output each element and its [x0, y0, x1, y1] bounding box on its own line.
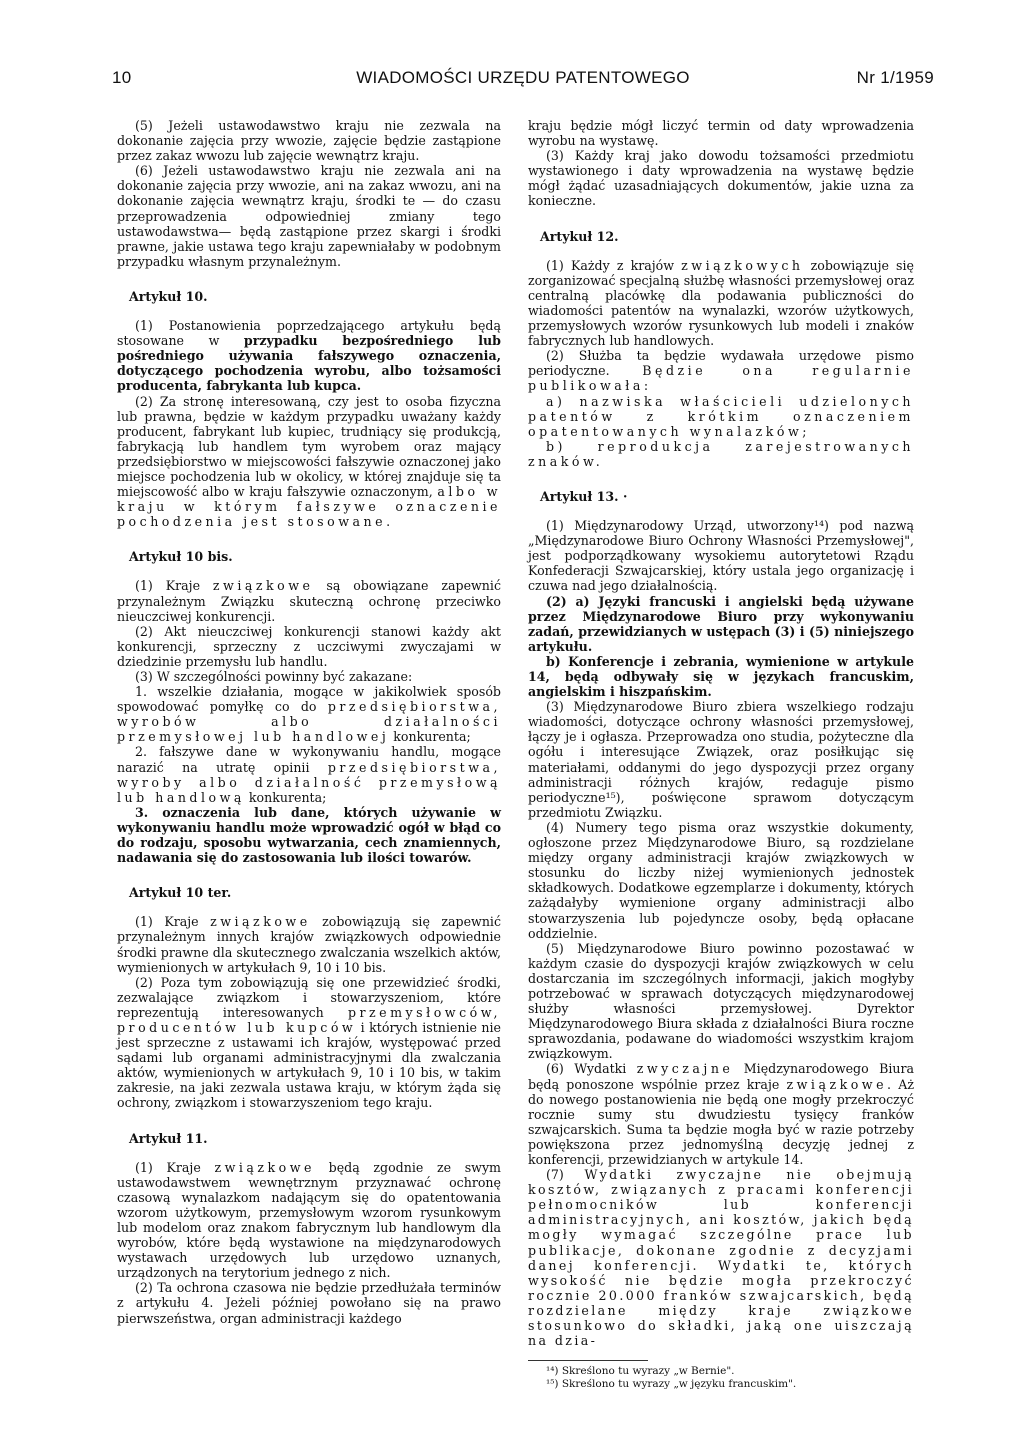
text: Międzynarodowego Biura będą ponoszone wspólnie przez kraje [528, 1061, 915, 1092]
paragraph: (5) Jeżeli ustawodawstwo kraju nie zezwala na dokonanie zajęcia przy wwozie, zajęcie będzie zastąpione przez zakaz wwozu lub zajęcie wewnątrz kraju. [117, 118, 501, 164]
text: (6) Wydatki [546, 1061, 637, 1077]
text: zobowiązuje się zorganizować specjalną służbę własności przemysłowej oraz centralną placówkę dla podawania publiczności do wiadomości patentów na wynalazki, wzorów użytkowych, przemysłowych wzorów rysunkowych lub modeli i znaków fabrycznych lub handlowych. [528, 257, 914, 349]
text: i których istnienie nie jest sprzeczne z ustawami ich krajów, występować przed sądami lub organami administracyjnymi dla zwalczania aktów, wymienionych w artykułach 9, 10 i 10 bis, w takim zakresie, na jaki zezwala ustawa kraju, w którym żąda się ochrony, związkom i stowarzyszeniom tego kraju. [117, 1019, 501, 1111]
spaced-text: związkowe [210, 914, 311, 930]
article-heading: Artykuł 11. [129, 1130, 208, 1146]
paragraph [117, 578, 501, 623]
paragraph [117, 394, 501, 530]
spaced-text: Wydatki zwyczajne nie obejmują kosztów, związanych z pracami konferencji pełnomocników lub konferencji administracyjnych, ani kosztów, jakich będą mogły wymagać szczególne prace lub publikacje, dokonane zgodnie z decyzjami danej konferencji. Wydatki te, których wysokość nie będzie mogła przekroczyć rocznie 20.000 franków szwajcarskich, będą rozdzielane między kraje związkowe stosunkowo do składki, jaką one uiszczają na dzia- [528, 1167, 914, 1349]
text: (7) [546, 1167, 585, 1183]
spaced-text: związkowych [681, 257, 804, 273]
paragraph: b) Konferencje i zebrania, wymienione w artykule 14, będą odbywały się w językach francuskim, angielskim i hiszpańskim. [528, 653, 914, 700]
journal-title: WIADOMOŚCI URZĘDU PATENTOWEGO [356, 68, 690, 87]
paragraph: a) nazwiska właścicieli udzielonych patentów z krótkim oznaczeniem opatentowanych wynalazków; [528, 393, 914, 439]
article-heading: Artykuł 10. [129, 288, 208, 304]
text: 1. wszelkie działania, mogące w jakikolwiek sposób spowodować pomyłkę co do [117, 684, 501, 715]
text: będą zgodnie ze swym ustawodawstwem wewnętrznym przyznawać ochronę czasową wynalazkom nadającym się do opatentowania wzorom użytkowym, przemysłowym wzorom rysunkowym lub modelom oraz znakom fabrycznym lub handlowym dla wyrobów, które będą wystawione na międzynarodowych wystawach urzędowych lub urzędowo uznanych, urządzonych na terytorium jednego z nich. [117, 1159, 501, 1281]
text: (1) Kraje [135, 1159, 215, 1175]
page-number: 10 [112, 68, 132, 87]
article-heading: Artykuł 10 ter. [129, 885, 232, 901]
text: konkurenta; [389, 729, 471, 745]
article-heading: Artykuł 10 bis. [129, 549, 233, 565]
footnote: ¹⁴) Skreślono tu wyrazy „w Bernie". [546, 1365, 735, 1378]
spaced-text: Będzie ona regularnie publikowała: [528, 363, 914, 394]
spaced-text: albo w kraju w którym fałszywe oznaczenie pochodzenia jest stosowane. [117, 484, 501, 530]
text: (2) Służba ta będzie wydawała urzędowe pismo periodyczne. [528, 348, 914, 379]
text: (1) Kraje [135, 914, 211, 930]
spaced-text: związkowe [786, 1076, 888, 1092]
paragraph [117, 318, 501, 393]
article-heading: Artykuł 12. [540, 228, 619, 244]
paragraph: (1) Międzynarodowy Urząd, utworzony¹⁴) pod nazwą „Międzynarodowe Biuro Ochrony Własności Przemysłowej", jest podporządkowany wysokiemu autorytetowi Rządu Konfederacji Szwajcarskiej, który ustala jego organizację i czuwa nad jego działalnością. [528, 518, 914, 594]
text: (2) Za stronę interesowaną, czy jest to osoba fizyczna lub prawna, będzie w każdym przypadku uważany każdy producent, fabrykant lub kupiec, trudniący się produkcją, fabrykacją lub handlem tym wyrobem oraz mający przedsiębiorstwo w miejscowości fałszywie oznaczonej jako miejsce pochodzenia lub w okolicy, w której znajduje się ta miejscowość albo w kraju fałszywie oznaczonym, [117, 393, 501, 500]
spaced-text: przedsiębiorstwa, wyrobów albo działalności przemysłowej lub handlowej [117, 699, 501, 745]
spaced-text: związkowe [212, 578, 314, 594]
paragraph [528, 1167, 914, 1348]
paragraph: (6) Jeżeli ustawodawstwo kraju nie zezwala ani na dokonanie zajęcia przy wwozie, ani na zakaz wwozu, ani na dokonanie zajęcia wewnątrz kraju, środki te — do czasu przeprowadzenia odpowiedniej zmiany tego ustawodawstwa— będą zastąpione przez skargi i środki prawne, jakie ustawa tego kraju zapewniałaby w podobnym przypadku własnym przynależnym. [117, 163, 501, 269]
text: (2) Poza tym zobowiązują się one przewidzieć środki, zezwalające związkom i stowarzyszeniom, które reprezentują interesowanych [117, 974, 501, 1020]
paragraph: (3) W szczególności powinny być zakazane: [135, 669, 413, 684]
issue-number: Nr 1/1959 [856, 68, 934, 87]
paragraph: 3. oznaczenia lub dane, których używanie w wykonywaniu handlu może wprowadzić ogół w błąd co do rodzaju, sposobu wytwarzania, cech znamiennych, nadawania się do zastosowania lub ilości towarów. [117, 804, 501, 866]
paragraph [117, 914, 501, 974]
text: (1) Kraje [135, 578, 213, 594]
left-column [117, 118, 501, 1326]
page-header [112, 68, 934, 92]
text: zobowiązują się zapewnić przynależnym innych krajów związkowych odpowiednie środki prawne dla skutecznego zwalczania wszelkich aktów, wymienionych w artykułach 9, 10 i 10 bis. [117, 914, 502, 975]
paragraph: (3) Każdy kraj jako dowodu tożsamości przedmiotu wystawionego i daty wprowadzenia na wystawę będzie mógł żądać uzasadniających dokumentów, jakie uzna za konieczne. [528, 148, 914, 209]
bold-text: przypadku bezpośredniego lub pośredniego używania fałszywego oznaczenia, dotyczącego pochodzenia wyrobu, albo tożsamości producenta, fabrykanta lub kupca. [117, 333, 501, 394]
paragraph: (2) Ta ochrona czasowa nie będzie przedłużała terminów z artykułu 4. Jeżeli później powołano się na prawo pierwszeństwa, organ administracji każdego [117, 1280, 501, 1326]
paragraph: (4) Numery tego pisma oraz wszystkie dokumenty, ogłoszone przez Międzynarodowe Biuro, są rozdzielane między organy administracji krajów związkowych w stosunku do liczby niżej wymienionych jednostek składkowych. Dodatkowe egzemplarze i dokumenty, których zażądałyby wymienione organy administracji albo stowarzyszenia lub pojedyncze osoby, będą opłacane oddzielnie. [528, 819, 914, 941]
text: są obowiązane zapewnić przynależnym Związku skuteczną ochronę przeciwko nieuczciwej konkurencji. [117, 578, 501, 624]
paragraph [117, 684, 501, 744]
spaced-text: zwyczajne [636, 1061, 734, 1077]
text: (1) Każdy z krajów [546, 257, 682, 273]
right-column [528, 118, 914, 1391]
paragraph: (2) a) Języki francuski i angielski będą używane przez Międzynarodowe Biuro przy wykonywaniu zadań, przewidzianych w ustępach (3) i (5) niniejszego artykułu. [528, 593, 914, 654]
footnote-divider [528, 1360, 648, 1361]
text: 2. fałszywe dane w wykonywaniu handlu, mogące narazić na utratę opinii [117, 744, 501, 775]
paragraph [528, 348, 914, 393]
spaced-text: przemysłowców, producentów lub kupców [117, 1004, 501, 1035]
paragraph [528, 1061, 914, 1167]
article-heading: Artykuł 13. · [540, 488, 628, 504]
paragraph: (2) Akt nieuczciwej konkurencji stanowi każdy akt konkurencji, sprzeczny z uczciwymi zwyczajami w dziedzinie przemysłu lub handlu. [117, 623, 501, 669]
paragraph [117, 1160, 501, 1281]
spaced-text: przedsiębiorstwa, wyroby albo działalność przemysłową lub handlową [117, 759, 501, 805]
spaced-text: związkowe [214, 1159, 315, 1175]
footnote: ¹⁵) Skreślono tu wyrazy „w języku francuskim". [546, 1378, 797, 1391]
paragraph: (5) Międzynarodowe Biuro powinno pozostawać w każdym czasie do dyspozycji krajów związkowych w celu dostarczania im szczególnych informacji, jakich mogłyby potrzebować w sprawach dotyczących międzynarodowej służby własności przemysłowej. Dyrektor Międzynarodowego Biura składa z działalności Biura roczne sprawozdania, podawane do wiadomości wszystkim krajom związkowym. [528, 940, 914, 1062]
paragraph: (3) Międzynarodowe Biuro zbiera wszelkiego rodzaju wiadomości, dotyczące ochrony własności przemysłowej, łączy je i ogłasza. Przeprowadza ono studia, pożyteczne dla ogółu i interesujące Związek, oraz posiłkując się materiałami, oddanymi do jego dyspozycji przez organy administracji różnych krajów, redaguje pismo periodyczne¹⁵), poświęcone sprawom dotyczącym przedmiotu Związku. [528, 699, 914, 820]
text: (1) Postanowienia poprzedzającego artykułu będą stosowane w [117, 318, 501, 349]
paragraph [117, 975, 501, 1111]
text: konkurenta; [244, 789, 327, 805]
text: . Aż do nowego postanowienia nie będą one mogły przekroczyć rocznie sumy stu dwudziestu tysięcy franków szwajcarskich. Suma ta będzie mogła być w razie potrzeby powiększona przez jednomyślną decyzję jednej z konferencji, przewidzianych w artykule 14. [528, 1076, 914, 1167]
paragraph [528, 258, 914, 349]
paragraph: kraju będzie mógł liczyć termin od daty wprowadzenia wyrobu na wystawę. [528, 118, 914, 149]
paragraph [117, 744, 501, 804]
paragraph: b) reprodukcja zarejestrowanych znaków. [528, 438, 914, 469]
